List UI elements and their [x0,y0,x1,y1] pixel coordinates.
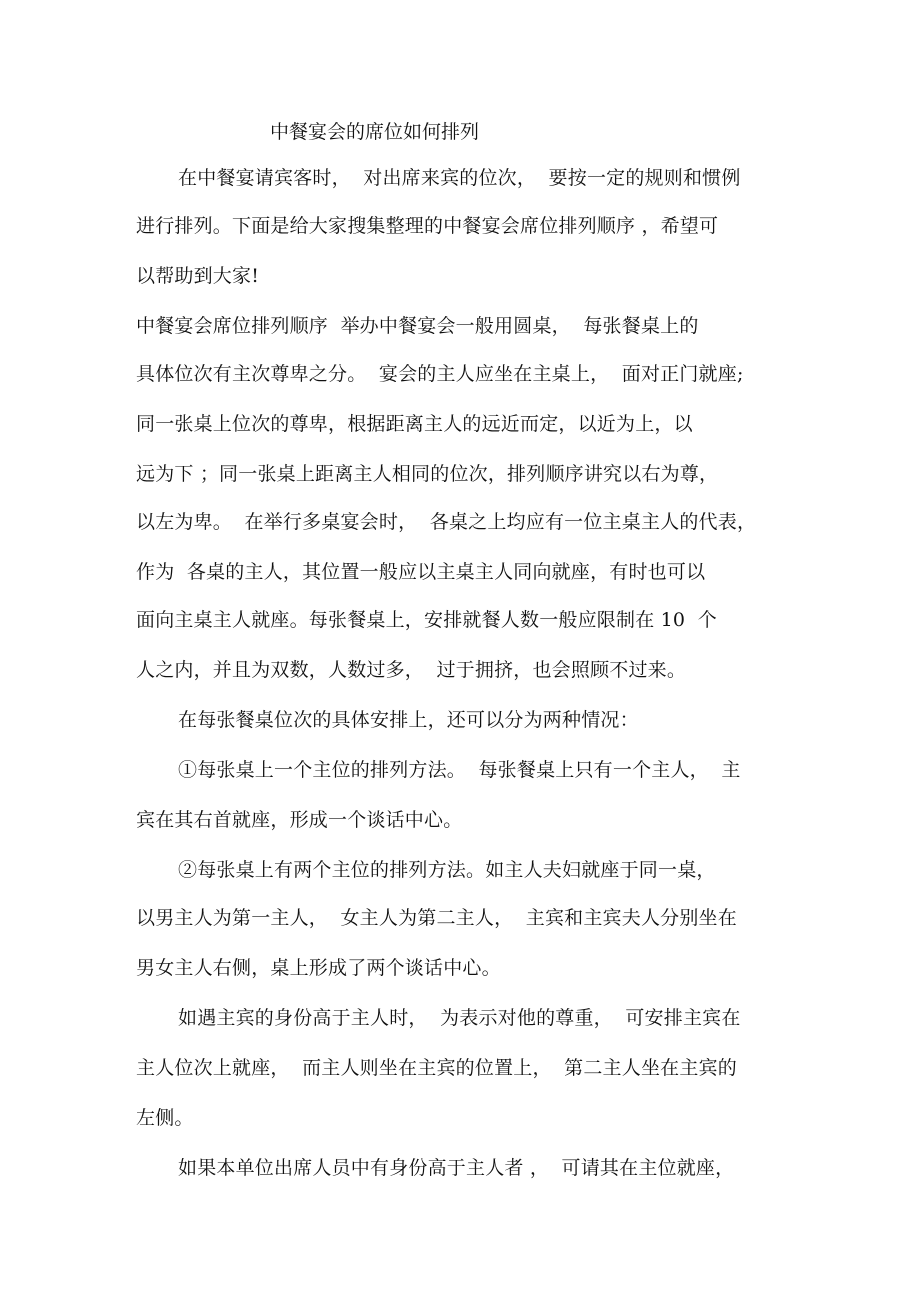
text-line: 以男主人为第一主人， 女主人为第二主人， 主宾和主宾夫人分别坐在 [136,907,737,929]
text-line: 远为下 ；同一张桌上距离主人相同的位次，排列顺序讲究以右为尊， [136,463,719,485]
text-line: 如遇主宾的身份高于主人时， 为表示对他的尊重， 可安排主宾在 [178,1007,741,1029]
text-line: 在每张餐桌位次的具体安排上，还可以分为两种情况： [178,709,639,731]
text-line: 面向主桌主人就座。每张餐桌上，安排就餐人数一般应限制在 10 个 [136,609,717,631]
document-title: 中餐宴会的席位如何排列 [270,121,480,143]
text-line: 同一张桌上位次的尊卑，根据距离主人的远近而定，以近为上，以 [136,413,693,435]
text-line: ②每张桌上有两个主位的排列方法。如主人夫妇就座于同一桌， [178,859,716,881]
text-line: 作为 各桌的主人，其位置一般应以主桌主人同向就座，有时也可以 [136,561,706,583]
text-line: 主人位次上就座， 而主人则坐在主宾的位置上， 第二主人坐在主宾的 [136,1057,737,1079]
text-line: 男女主人右侧，桌上形成了两个谈话中心。 [136,957,501,979]
text-line: 宾在其右首就座，形成一个谈话中心。 [136,809,463,831]
text-line: 左侧。 [136,1107,194,1129]
text-line: 在中餐宴请宾客时， 对出席来宾的位次， 要按一定的规则和惯例 [178,167,741,189]
text-line: 以帮助到大家! [136,265,260,287]
text-line: ①每张桌上一个主位的排列方法。 每张餐桌上只有一个主人， 主 [178,759,741,781]
text-line: 以左为卑。 在举行多桌宴会时， 各桌之上均应有一位主桌主人的代表， [136,511,757,533]
text-line: 中餐宴会席位排列顺序 举办中餐宴会一般用圆桌， 每张餐桌上的 [136,315,699,337]
text-line: 具体位次有主次尊卑之分。 宴会的主人应坐在主桌上， 面对正门就座; [136,363,744,385]
text-line: 进行排列。下面是给大家搜集整理的中餐宴会席位排列顺序 ，希望可 [136,215,719,237]
text-line: 人之内，并且为双数，人数过多， 过于拥挤，也会照顾不过来。 [136,659,687,681]
text-line: 如果本单位出席人员中有身份高于主人者 ， 可请其在主位就座， [178,1157,735,1179]
